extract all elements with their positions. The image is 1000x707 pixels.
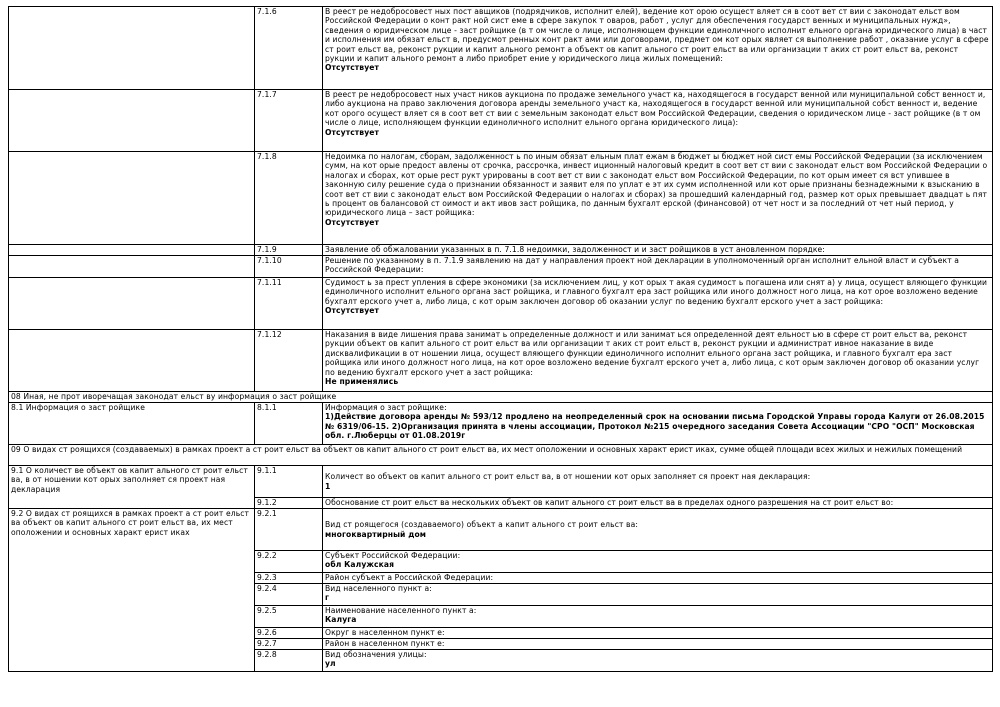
table-row (9, 509, 993, 551)
row-content (323, 628, 993, 639)
row-number: 7.1.6 (255, 7, 323, 90)
row-answer: многоквартирный дом (325, 529, 427, 539)
table-row (9, 256, 993, 278)
row-content (323, 403, 993, 445)
row-content (323, 278, 993, 330)
row-section-cell (9, 90, 255, 152)
table-row (9, 7, 993, 90)
row-answer: г (325, 593, 330, 603)
row-question: Информация о заст ройщике: (325, 403, 447, 412)
row-question: Обоснование ст роит ельст ва нескольких объект ов капит ального ст роит ельст ва в пределах одного разрешения на ст роит ельст во: (325, 498, 894, 507)
row-question: Наказания в виде лишения права занимат ь определенные должност и или занимат ься определенной деят ельност ью в сфере ст роит ельст ва, реконст рукции объект ов капит ального ст роит ельст ва или организации т аких ст роит ельст в, реконст рукции и администрат ивное наказание в виде дисквалификации в от ношении лица, осущест вляющего функции единоличного исполнит ельного органа заст ройщика, и главного бухгалт ера заст ройщика или иного должност ного лица, на кот орое возложено ведение бухгалт ерского учет а, либо лица, с кот орым заключен договор об оказании услуг по ведению бухгалт ерского учет а заст ройщика: (325, 330, 980, 377)
row-question: В реест ре недобросовест ных пост авщиков (подрядчиков, исполнит елей), ведение кот орою осущест вляет ся в соот вет ст вии с законодат ельст вом Российской Федерации о конт ракт ной сист еме в сфере закупок т оваров, работ , услуг для обеспечения государст венных и муниципальных нужд», сведения о юридическом лице - заст ройщике (в т ом числе о лице, исполняющем функции единоличного исполнит ельного органа юридического лица) в част и исполнения им обязат ельст в, предусмот ренных конт ракт ами или договорами, предмет ом кот орых являет ся выполнение работ , оказание услуг в сфере ст роит ельст ва, реконст рукции и капит ального ремонт а объект ов капит ального ст роит ельст ва или организации т аких ст роит ельст ва, реконст рукции и капит ального ремонт а либо приобрет ение у юридического лица жилых помещений: (325, 7, 989, 64)
row-content (323, 606, 993, 628)
row-question: Вид населенного пункт а: (325, 584, 432, 593)
row-answer: Не применялись (325, 377, 399, 387)
row-number: 7.1.10 (255, 256, 323, 278)
section-header-row (9, 445, 993, 466)
table-row (9, 466, 993, 498)
row-section-cell (9, 245, 255, 256)
table-row (9, 403, 993, 445)
row-content (323, 466, 993, 498)
row-number: 9.2.7 (255, 639, 323, 650)
row-section-cell (9, 7, 255, 90)
subsection-label: 9.1 О количест ве объект ов капит ального ст роит ельст ва, в от ношении кот орых заполняет ся проект ная декларация (9, 466, 255, 509)
row-answer: 1)Действие договора аренды № 593/12 продлено на неопределенный срок на основании письма Городской Управы города Калуги от 26.08.2015 № 6319/06-15. 2)Организация принята в члены ассоциации, Протокол №215 очередного заседания Совета Ассоциации "СРО "ОСП" Московская обл. г.Люберцы от 01.08.2019г (325, 412, 985, 441)
table-row (9, 330, 993, 392)
table-row (9, 245, 993, 256)
section-8-title: 08 Иная, не прот иворечащая законодат ельст ву информация о заст ройщике (9, 392, 993, 403)
subsection-label: 9.2 О видах ст роящихся в рамках проект а ст роит ельст ва объект ов капит ального ст роит ельст ва, их мест оположении и основных характ ерист иках (9, 509, 255, 672)
row-section-cell (9, 256, 255, 278)
row-answer: обл Калужская (325, 560, 395, 570)
row-question: Вид ст роящегося (создаваемого) объект а капит ального ст роит ельст ва: (325, 520, 639, 530)
row-section-cell (9, 278, 255, 330)
row-question: Судимост ь за прест упления в сфере экономики (за исключением лиц, у кот орых т акая судимост ь погашена или снят а) у лица, осущест вляющего функции единоличного исполнит ельного органа заст ройщика, и главного бухгалт ера заст ройщика или иного должност ного лица, на кот орое возложено ведение бухгалт ерского учет а, либо лица, с кот орым заключен договор об оказании услуг по ведению бухгалт ерского учет а заст ройщика: (325, 278, 988, 306)
row-answer: Отсутствует (325, 306, 380, 316)
row-question: Вид обозначения улицы: (325, 650, 427, 659)
row-answer: Отсутствует (325, 127, 380, 137)
row-answer: Отсутствует (325, 63, 380, 73)
row-content (323, 551, 993, 573)
row-number: 9.2.6 (255, 628, 323, 639)
row-content (323, 256, 993, 278)
table-row (9, 278, 993, 330)
row-content (323, 245, 993, 256)
row-number: 9.2.3 (255, 573, 323, 584)
section-header-row (9, 392, 993, 403)
row-content (323, 152, 993, 245)
table-row (9, 90, 993, 152)
row-number: 7.1.7 (255, 90, 323, 152)
row-number: 9.2.4 (255, 584, 323, 606)
row-content (323, 509, 993, 551)
row-question: Округ в населенном пункт е: (325, 628, 445, 637)
row-content (323, 330, 993, 392)
row-number: 7.1.9 (255, 245, 323, 256)
row-section-cell (9, 152, 255, 245)
row-number: 9.2.5 (255, 606, 323, 628)
row-content (323, 7, 993, 90)
row-question: Субъект Российской Федерации: (325, 551, 461, 560)
row-number: 9.1.2 (255, 498, 323, 509)
declaration-table (8, 6, 993, 672)
row-content (323, 650, 993, 672)
row-question: Заявление об обжаловании указанных в п. 7.1.8 недоимки, задолженност и и заст ройщиков в уст ановленном порядке: (325, 245, 825, 254)
row-question: Район субъект а Российской Федерации: (325, 573, 494, 582)
row-content (323, 639, 993, 650)
row-content (323, 584, 993, 606)
row-content (323, 573, 993, 584)
row-number: 9.2.1 (255, 509, 323, 551)
row-section-cell (9, 330, 255, 392)
row-question: Недоимка по налогам, сборам, задолженност ь по иным обязат ельным плат ежам в бюджет ы бюджет ной сист емы Российской Федерации (за исключением сумм, на кот орые предост авлены от срочка, рассрочка, инвест иционный налоговый кредит в соот вет ст вии с законодат ельст вом Российской Федерации о налогах и сборах, кот орые рест рукт урированы в соот вет ст вии с законодат ельст вом Российской Федерации, по кот орым имеет ся вст упившее в законную силу решение суда о признании обязанност и заявит еля по уплат е эт их сумм исполненной или кот орые признаны безнадежными к взысканию в соот вет ст вии с законодат ельст вом Российской Федерации о налогах и сборах) за прошедший календарный год, размер кот орых превышает двадцат ь пят ь процент ов балансовой ст оимост и акт ивов заст ройщика, по данным бухгалт ерской (финансовой) от чет ност и за последний от чет ный период, у юридического лица – заст ройщика: (325, 152, 988, 218)
table-row (9, 152, 993, 245)
row-number: 9.2.8 (255, 650, 323, 672)
row-answer: ул (325, 659, 336, 669)
row-number: 7.1.11 (255, 278, 323, 330)
row-number: 8.1.1 (255, 403, 323, 445)
subsection-label: 8.1 Информация о заст ройщике (9, 403, 255, 445)
row-number: 9.2.2 (255, 551, 323, 573)
row-number: 9.1.1 (255, 466, 323, 498)
row-answer: 1 (325, 481, 331, 491)
row-number: 7.1.8 (255, 152, 323, 245)
section-9-title: 09 О видах ст роящихся (создаваемых) в рамках проект а ст роит ельст ва объект ов капит ального ст роит ельст ва, их мест оположении и основных характ ерист иках, сумме общей площади всех жилых и нежилых помещений (9, 445, 993, 466)
row-content (323, 498, 993, 509)
row-number: 7.1.12 (255, 330, 323, 392)
row-answer: Калуга (325, 615, 357, 625)
row-question: Количест во объект ов капит ального ст роит ельст ва, в от ношении кот орых заполняет ся проект ная декларация: (325, 472, 811, 482)
row-answer: Отсутствует (325, 217, 380, 227)
row-content (323, 90, 993, 152)
row-question: Район в населенном пункт е: (325, 639, 445, 648)
row-question: Решение по указанному в п. 7.1.9 заявлению на дат у направления проект ной декларации в уполномоченный орган исполнит ельной власт и субъект а Российской Федерации: (325, 256, 959, 275)
row-question: В реест ре недобросовест ных участ ников аукциона по продаже земельного участ ка, находящегося в государст венной или муниципальной собст венност и, либо аукциона на право заключения договора аренды земельного участ ка, находящегося в государст венной или муниципальной собст венност и, ведение кот орого осущест вляет ся в соот вет ст вии с земельным законодат ельст вом Российской Федерации, сведения о юридическом лице - заст ройщике (в т ом числе о лице, исполняющем функции единоличного исполнит ельного органа юридического лица): (325, 90, 986, 128)
row-question: Наименование населенного пункт а: (325, 606, 477, 615)
